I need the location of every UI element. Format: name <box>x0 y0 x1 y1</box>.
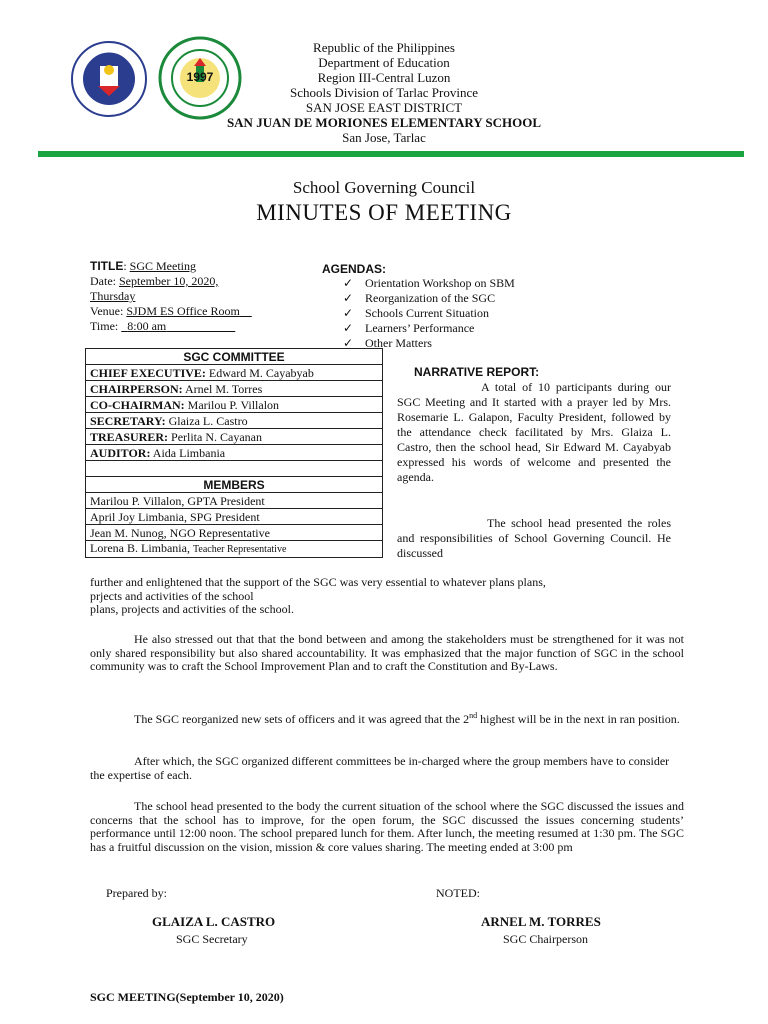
paragraph-3: further and enlightened that the support of the SGC was very essential to whatever plans plans, prjects and activities of the school plans, projects and activities of the school. <box>90 575 546 616</box>
checkmark-icon: ✓ <box>343 276 354 290</box>
committee-heading: SGC COMMITTEE <box>86 349 383 365</box>
agenda-item: ✓ Other Matters <box>343 336 432 350</box>
agendas-heading: AGENDAS: <box>322 262 387 276</box>
agenda-item: ✓ Orientation Workshop on SBM <box>343 276 515 290</box>
checkmark-icon: ✓ <box>343 336 354 350</box>
title-value: SGC Meeting <box>129 259 197 273</box>
signatory-left-name: GLAIZA L. CASTRO <box>152 914 276 929</box>
table-row: CHIEF EXECUTIVE: Edward M. Cayabyab <box>86 365 383 381</box>
committee-table-wrap <box>85 348 383 558</box>
members-heading: MEMBERS <box>86 477 383 493</box>
table-row: TREASURER: Perlita N. Cayanan <box>86 429 383 445</box>
table-row: Lorena B. Limbania, Teacher Representative <box>86 541 383 558</box>
checkmark-icon: ✓ <box>343 306 354 320</box>
narrative-paragraph-1: A total of 10 participants during our SGC Meeting and It started with a prayer led by Mrs. Rosemarie L. Galapon, Faculty President, followed by the attendance check facilitated by Mrs. Glaiza L. Castro, then the school head, Sir Edward M. Cayabyab expressed his words of welcome and presented the agenda. <box>397 380 671 484</box>
header-department: Department of Education <box>318 55 450 70</box>
school-seal-year: 1997 <box>186 70 214 84</box>
table-row: CO-CHAIRMAN: Marilou P. Villalon <box>86 397 383 413</box>
header-location: San Jose, Tarlac <box>342 130 426 145</box>
table-row: CHAIRPERSON: Arnel M. Torres <box>86 381 383 397</box>
prepared-by-label: Prepared by: <box>106 886 167 900</box>
header-republic: Republic of the Philippines <box>313 40 455 55</box>
meeting-title-row: TITLE: SGC Meeting <box>90 259 197 273</box>
meeting-time-row <box>90 319 235 333</box>
date-label: Date: <box>90 274 116 288</box>
narrative-paragraph-2: The school head presented the roles and responsibilities of School Governing Council. He discussed <box>397 516 671 560</box>
checkmark-icon: ✓ <box>343 291 354 305</box>
table-row: Jean M. Nunog, NGO Representative <box>86 525 383 541</box>
agenda-list <box>343 276 515 351</box>
page-title: MINUTES OF MEETING <box>256 200 512 225</box>
header-school-name: SAN JUAN DE MORIONES ELEMENTARY SCHOOL <box>226 115 542 130</box>
header-division: Schools Division of Tarlac Province <box>289 85 479 100</box>
checkmark-icon: ✓ <box>343 321 354 335</box>
agenda-item: ✓ Learners’ Performance <box>343 321 475 335</box>
page-footer: SGC MEETING(September 10, 2020) <box>90 990 284 1004</box>
table-row: Marilou P. Villalon, GPTA President <box>86 493 383 509</box>
time-value: 8:00 am <box>127 319 167 333</box>
table-row: April Joy Limbania, SPG President <box>86 509 383 525</box>
venue-value: SJDM ES Office Room <box>126 304 240 318</box>
paragraph-6: After which, the SGC organized different committees be in-charged where the group members have to consider the expertise of each. <box>90 754 670 782</box>
noted-label: NOTED: <box>436 886 480 900</box>
table-row <box>86 461 383 477</box>
committee-table <box>85 348 383 558</box>
meeting-venue-row <box>90 304 252 318</box>
table-row: SECRETARY: Glaiza L. Castro <box>86 413 383 429</box>
time-label: Time: <box>90 319 119 333</box>
date-day: Thursday <box>90 289 136 303</box>
header-district: SAN JOSE EAST DISTRICT <box>305 100 463 115</box>
narrative-heading: NARRATIVE REPORT: <box>414 365 540 379</box>
agenda-item: ✓ Reorganization of the SGC <box>343 291 496 305</box>
signatory-right-name: ARNEL M. TORRES <box>481 914 601 929</box>
date-value: September 10, 2020, <box>119 274 219 288</box>
paragraph-5: The SGC reorganized new sets of officers and it was agreed that the 2nd highest will be in the next in ran position. <box>134 711 680 726</box>
council-title: School Governing Council <box>292 178 476 197</box>
meeting-date-row <box>90 274 218 288</box>
signatory-right-title: SGC Chairperson <box>503 932 588 946</box>
header-divider <box>38 151 744 157</box>
signatory-left-title: SGC Secretary <box>176 932 248 946</box>
agenda-item: ✓ Schools Current Situation <box>343 306 489 320</box>
paragraph-4: He also stressed out that that the bond between and among the stakeholders must be strengthened for it was not only shared responsibility but also shared accountability. It was emphasized that the major function of SGC in the school community was to craft the School Improvement Plan and to craft the Constitution and By-Laws. <box>90 632 684 673</box>
venue-label: Venue: <box>90 304 124 318</box>
title-label: TITLE <box>90 259 124 273</box>
paragraph-7: The school head presented to the body the current situation of the school where the SGC discussed the issues and concerns that the school has to improve, for the open forum, the SGC discussed the issues concerning students’ performance until 12:00 noon. The school prepared lunch for them. After lunch, the meeting resumed at 1:30 pm. The SGC has a fruitful discussion on the vision, mission & core values sharing. The meeting ended at 3:00 pm <box>90 799 684 854</box>
table-row: AUDITOR: Aida Limbania <box>86 445 383 461</box>
header-region: Region III-Central Luzon <box>317 70 451 85</box>
